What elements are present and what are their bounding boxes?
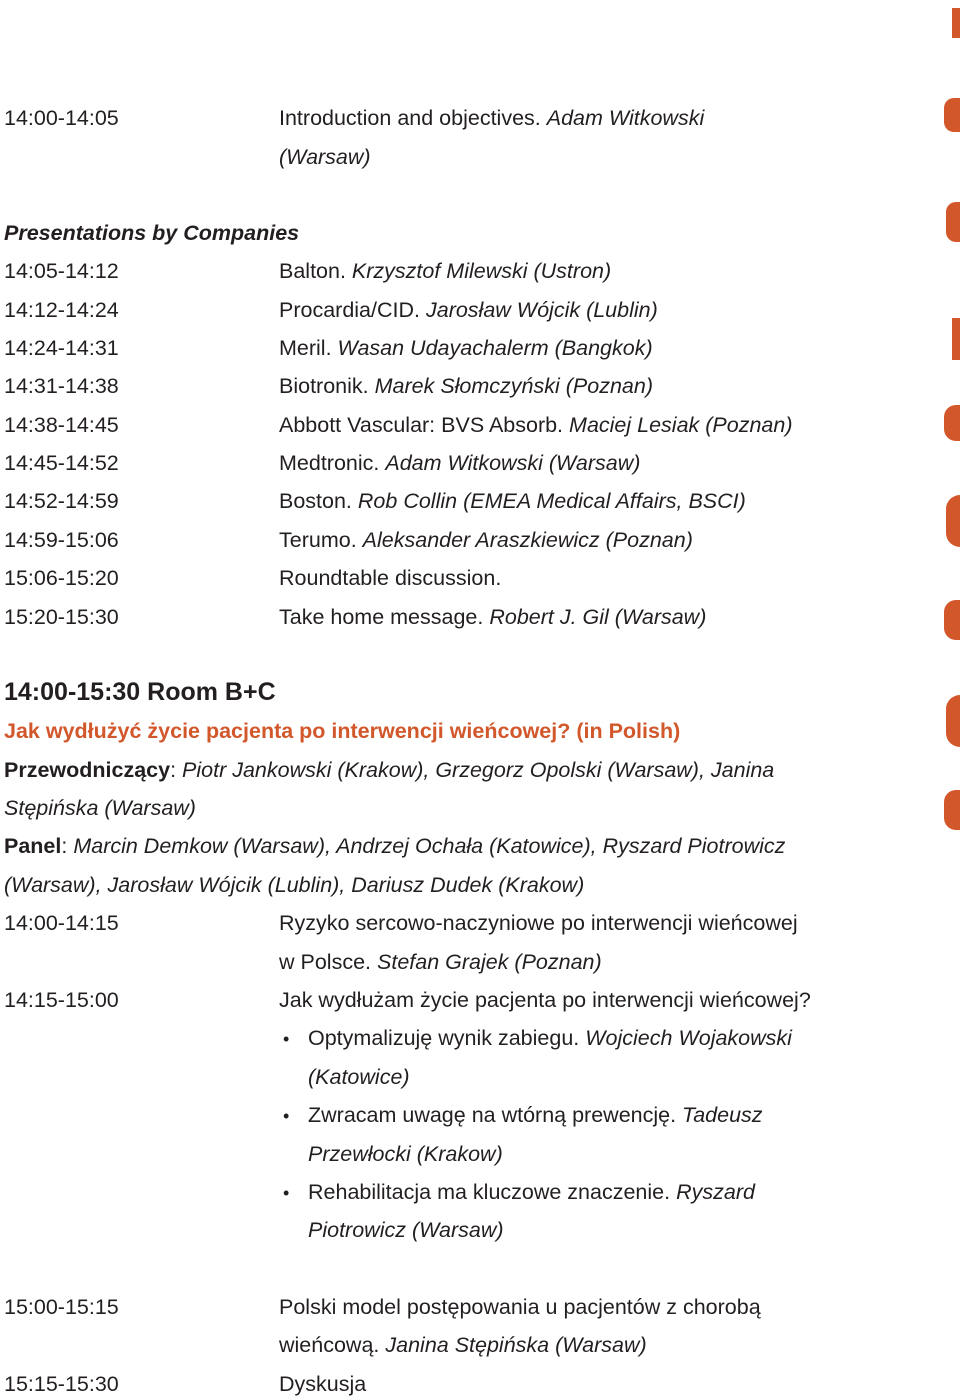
company-row-time: 15:06-15:20 <box>4 566 119 590</box>
company-speaker: Rob Collin (EMEA Medical Affairs, BSCI) <box>357 489 746 513</box>
company-text: Meril. <box>279 336 332 360</box>
intro-speaker-cont: (Warsaw) <box>279 145 371 169</box>
bullet-text: Rehabilitacja ma kluczowe znaczenie. <box>308 1180 671 1204</box>
talk2-title: Jak wydłużam życie pacjenta po interwencji wieńcowej? <box>279 988 811 1012</box>
bullet-speaker: Wojciech Wojakowski <box>585 1026 792 1050</box>
company-speaker: Jarosław Wójcik (Lublin) <box>425 298 658 322</box>
bullet-dot: • <box>283 1106 290 1126</box>
edge-decoration-3 <box>946 202 960 242</box>
company-text: Boston. <box>279 489 352 513</box>
session-topic: Jak wydłużyć życie pacjenta po interwencji wieńcowej? (in Polish) <box>4 719 681 743</box>
company-row-time: 14:12-14:24 <box>4 298 119 322</box>
edge-decoration-7 <box>944 600 960 640</box>
company-row-desc <box>279 568 501 590</box>
bullet-speaker-cont: Piotrowicz (Warsaw) <box>308 1218 504 1242</box>
intro-text: Introduction and objectives. <box>279 106 541 130</box>
company-text: Biotronik. <box>279 374 369 398</box>
edge-decoration-5 <box>944 405 960 441</box>
chairs-label: Przewodniczący <box>4 758 171 782</box>
edge-decoration-9 <box>944 790 960 830</box>
company-speaker: Maciej Lesiak (Poznan) <box>569 413 793 437</box>
talk3-speaker: Janina Stępińska (Warsaw) <box>385 1333 647 1357</box>
panel-names: Marcin Demkow (Warsaw), Andrzej Ochała (Katowice), Ryszard Piotrowicz <box>73 834 786 858</box>
bullet-speaker: Ryszard <box>676 1180 755 1204</box>
company-row-desc <box>279 338 653 360</box>
company-row-time: 15:20-15:30 <box>4 605 119 629</box>
intro-time: 14:00-14:05 <box>4 106 119 130</box>
company-row-time: 14:24-14:31 <box>4 336 119 360</box>
company-row-desc <box>279 300 658 322</box>
edge-decoration-6 <box>946 495 960 547</box>
bullet-speaker-cont: (Katowice) <box>308 1065 410 1089</box>
company-row-desc <box>279 261 611 283</box>
talk1-time: 14:00-14:15 <box>4 911 119 935</box>
company-row-time: 14:59-15:06 <box>4 528 119 552</box>
company-text: Take home message. <box>279 605 484 629</box>
companies-heading: Presentations by Companies <box>4 221 300 245</box>
bullet-text: Zwracam uwagę na wtórną prewencję. <box>308 1103 677 1127</box>
company-row-desc <box>279 491 746 513</box>
bullet-dot: • <box>283 1029 290 1049</box>
company-row-desc <box>279 607 706 629</box>
panel-label: Panel <box>4 834 62 858</box>
edge-decoration-1 <box>952 8 960 38</box>
intro-line <box>279 108 704 130</box>
company-row-time: 14:38-14:45 <box>4 413 119 437</box>
talk1-speaker: Stefan Grajek (Poznan) <box>377 950 602 974</box>
talk3-title-end: wieńcową. <box>279 1333 380 1357</box>
company-speaker: Krzysztof Milewski (Ustron) <box>351 259 612 283</box>
talk1-title-end: w Polsce. <box>279 950 372 974</box>
company-row-time: 14:05-14:12 <box>4 259 119 283</box>
talk3-title-cont <box>279 1335 647 1357</box>
chairs-names-cont: Stępińska (Warsaw) <box>4 796 196 820</box>
company-text: Procardia/CID. <box>279 298 420 322</box>
talk1-title-cont <box>279 952 602 974</box>
talk2-time: 14:15-15:00 <box>4 988 119 1012</box>
bullet-speaker-cont: Przewłocki (Krakow) <box>308 1142 503 1166</box>
company-row-time: 14:31-14:38 <box>4 374 119 398</box>
company-row-desc <box>279 453 640 475</box>
company-speaker: Wasan Udayachalerm (Bangkok) <box>337 336 653 360</box>
bullet-text: Optymalizuję wynik zabiegu. <box>308 1026 580 1050</box>
company-row-time: 14:52-14:59 <box>4 489 119 513</box>
talk4-title: Dyskusja <box>279 1372 367 1396</box>
bullet-item <box>308 1028 792 1050</box>
company-text: Terumo. <box>279 528 357 552</box>
company-speaker: Robert J. Gil (Warsaw) <box>489 605 707 629</box>
company-row-desc <box>279 376 653 398</box>
intro-speaker: Adam Witkowski <box>546 106 705 130</box>
bullet-dot: • <box>283 1183 290 1203</box>
company-speaker: Aleksander Araszkiewicz (Poznan) <box>362 528 693 552</box>
company-text: Abbott Vascular: BVS Absorb. <box>279 413 564 437</box>
chairs-line: Przewodniczący: Piotr Jankowski (Krakow), Grzegorz Opolski (Warsaw), Janina <box>4 758 775 782</box>
edge-decoration-2 <box>944 98 960 132</box>
panel-names-cont: (Warsaw), Jarosław Wójcik (Lublin), Dariusz Dudek (Krakow) <box>4 873 585 897</box>
company-speaker: Adam Witkowski (Warsaw) <box>385 451 641 475</box>
company-text: Medtronic. <box>279 451 380 475</box>
edge-decoration-8 <box>946 695 960 747</box>
company-text: Balton. <box>279 259 346 283</box>
session-room-heading: 14:00-15:30 Room B+C <box>4 678 276 706</box>
company-text: Roundtable discussion. <box>279 566 502 590</box>
company-row-desc <box>279 415 793 437</box>
talk3-title: Polski model postępowania u pacjentów z chorobą <box>279 1295 761 1319</box>
company-speaker: Marek Słomczyński (Poznan) <box>374 374 653 398</box>
talk4-time: 15:15-15:30 <box>4 1372 119 1396</box>
bullet-item <box>308 1182 755 1204</box>
company-row-time: 14:45-14:52 <box>4 451 119 475</box>
bullet-speaker: Tadeusz <box>682 1103 763 1127</box>
talk1-title: Ryzyko sercowo-naczyniowe po interwencji wieńcowej <box>279 911 798 935</box>
bullet-item <box>308 1105 763 1127</box>
company-row-desc <box>279 530 693 552</box>
chairs-names: Piotr Jankowski (Krakow), Grzegorz Opolski (Warsaw), Janina <box>182 758 775 782</box>
edge-decoration-4 <box>952 318 960 360</box>
panel-line: Panel: Marcin Demkow (Warsaw), Andrzej Ochała (Katowice), Ryszard Piotrowicz <box>4 834 786 858</box>
talk3-time: 15:00-15:15 <box>4 1295 119 1319</box>
